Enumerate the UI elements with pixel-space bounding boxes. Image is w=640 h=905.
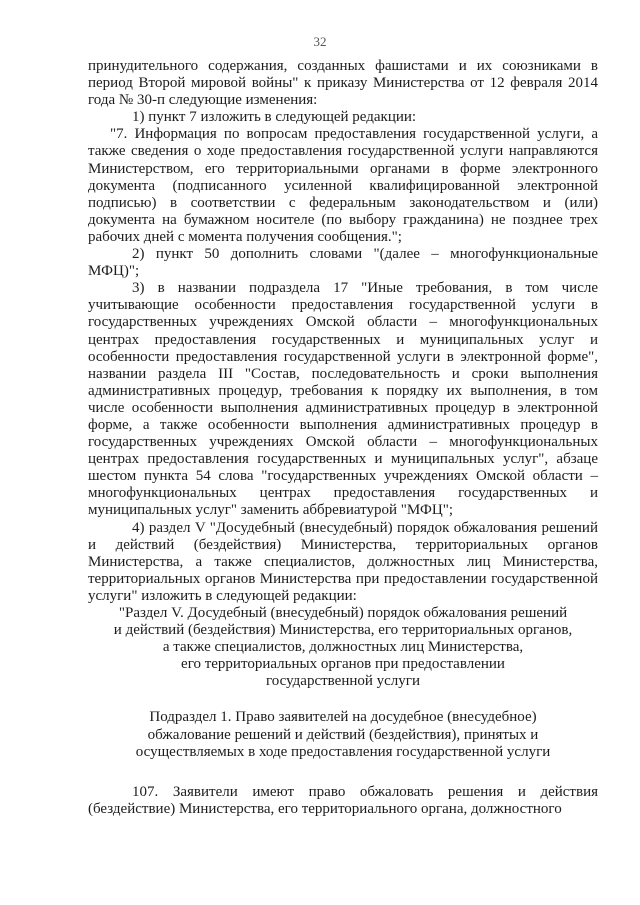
subsection-heading-line: Подраздел 1. Право заявителей на досудебное (внесудебное) [149, 709, 537, 726]
document-body [88, 58, 598, 818]
section-heading-line: и действий (бездействия) Министерства, его территориальных органов, [113, 622, 573, 639]
page-number: 32 [313, 34, 327, 49]
spacer [88, 761, 598, 784]
subsection-heading-line: осуществляемых в ходе предоставления государственной услуги [135, 743, 551, 760]
paragraph-item-3: 3) в названии подраздела 17 "Иные требования, в том числе учитывающие особенности предоставления государственной услуги в государственных учреждениях Омской области – многофункциональных центрах предоставления государственных и муниципальных услуг и особенности предоставления государственной услуги в электронной форме", названии раздела III "Состав, последовательность и сроки выполнения административных процедур, требования к порядку их выполнения, в том числе особенности выполнения административных процедур в электронной форме, а также особенности выполнения административных процедур в государственных учреждениях Омской области – многофункциональных центрах предоставления государственных и муниципальных услуг", абзаце шестом пункта 54 слова "государственных учреждениях Омской области – многофункциональных центрах предоставления государственных и муниципальных услуг" заменить аббревиатурой "МФЦ"; [88, 280, 598, 519]
paragraph-item-4: 4) раздел V "Досудебный (внесудебный) порядок обжалования решений и действий (бездействия) Министерства, территориальных органов Министерства, а также специалистов, должностных лиц Министерства, территориальных органов Министерства при предоставлении государственной услуги" изложить в следующей редакции: [88, 519, 598, 604]
section-heading-line: государственной услуги [266, 673, 420, 690]
subsection-heading-line: обжалование решений и действий (бездействия), принятых и [147, 726, 539, 743]
paragraph-item-2: 2) пункт 50 дополнить словами "(далее – многофункциональные МФЦ)"; [88, 246, 598, 280]
paragraph-quote-7: "7. Информация по вопросам предоставления государственной услуги, а также сведения о ходе предоставления государственной услуги направляются Министерством, его территориальными органами в форме электронного документа (подписанного усиленной квалифицированной электронной подписью) в соответствии с федеральным законодательством и (или) документа на бумажном носителе (по выбору гражданина) не позднее трех рабочих дней с момента получения сообщения."; [88, 126, 598, 245]
section-heading [88, 605, 598, 690]
section-heading-line: его территориальных органов при предоставлении [181, 656, 505, 673]
section-heading-line: "Раздел V. Досудебный (внесудебный) порядок обжалования решений [118, 605, 568, 621]
paragraph-107: 107. Заявители имеют право обжаловать решения и действия (бездействие) Министерства, его территориального органа, должностного [88, 783, 598, 817]
paragraph-intro: принудительного содержания, созданных фашистами и их союзниками в период Второй мировой войны" к приказу Министерства от 12 февраля 2014 года № 30-п следующие изменения: [88, 58, 598, 109]
section-heading-line: а также специалистов, должностных лиц Министерства, [162, 639, 524, 656]
spacer [88, 690, 598, 709]
subsection-heading [88, 709, 598, 760]
paragraph-item-1: 1) пункт 7 изложить в следующей редакции: [132, 109, 417, 126]
